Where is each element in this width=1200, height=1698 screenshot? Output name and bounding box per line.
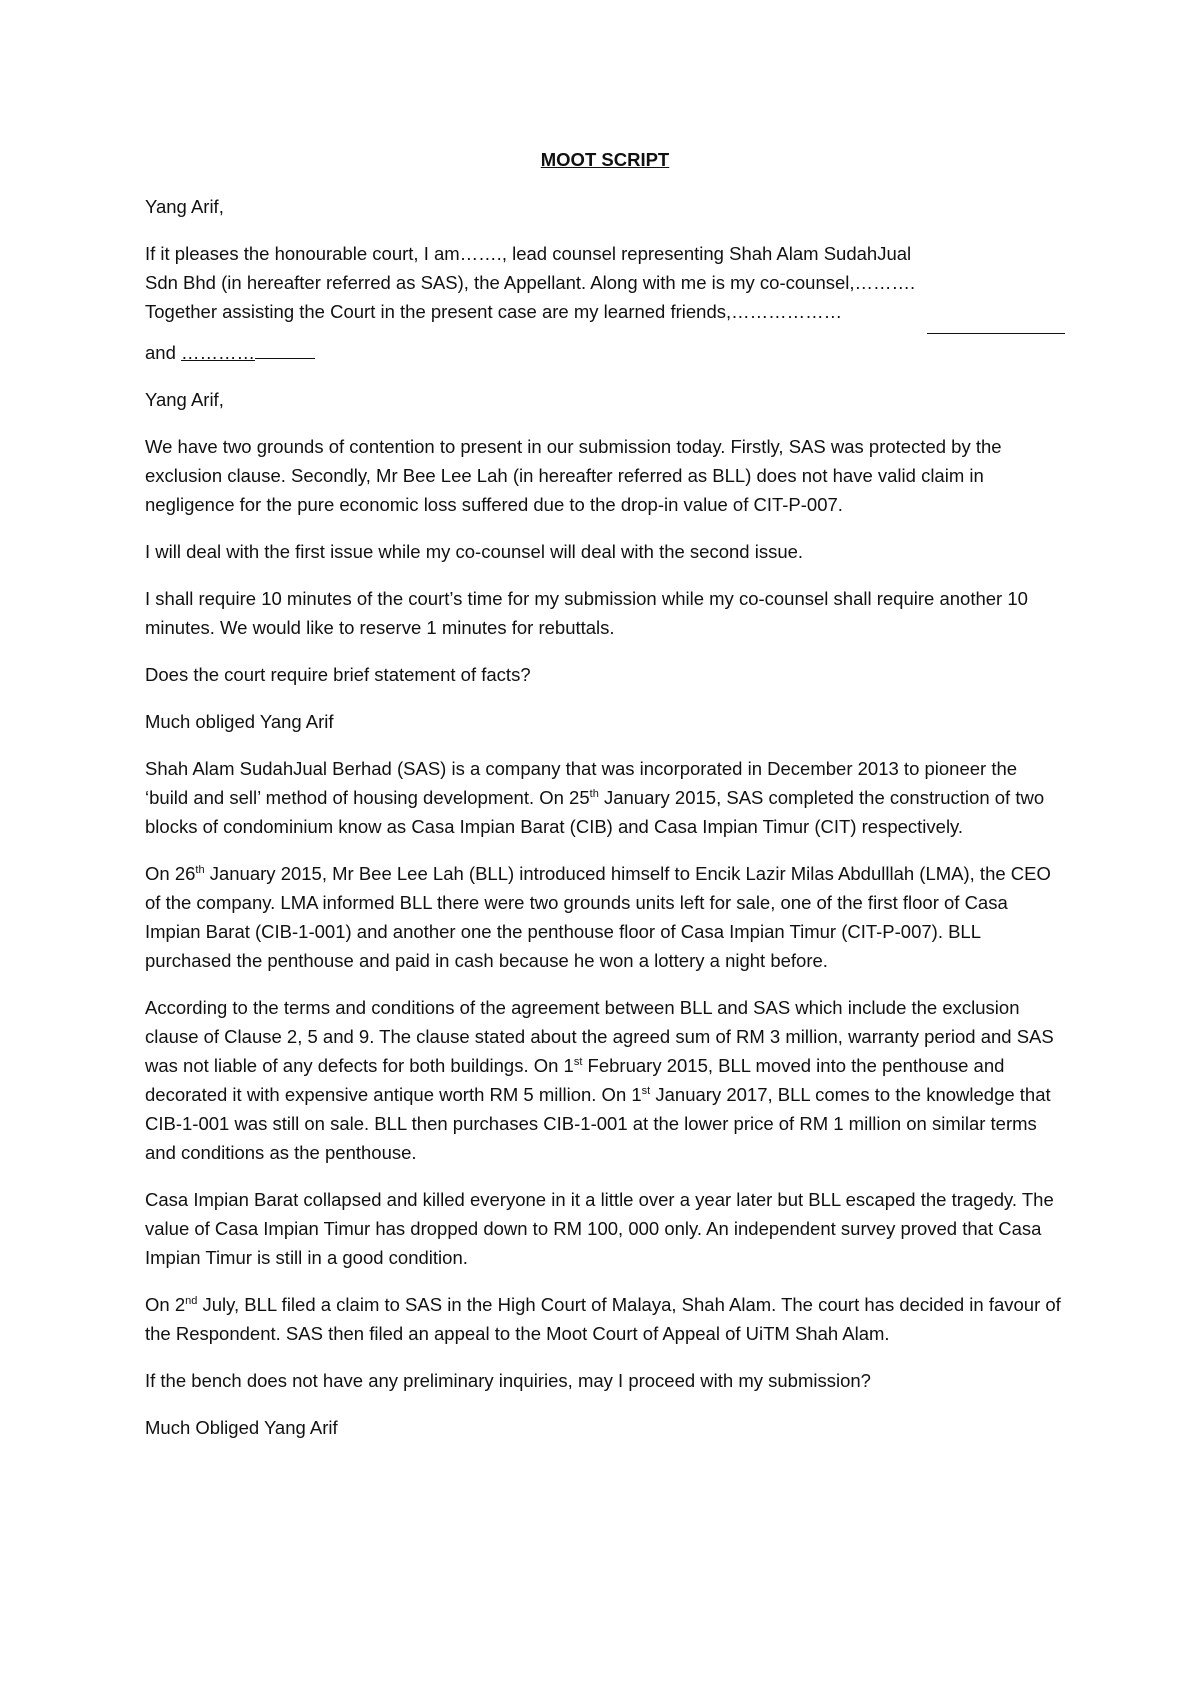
and-line (145, 338, 1065, 367)
facts-paragraph-3 (145, 993, 1065, 1167)
document-body (145, 145, 1065, 1460)
blank-line (927, 317, 985, 334)
text-run: On 26 (145, 863, 196, 884)
text-run: On 2 (145, 1294, 186, 1315)
grounds-paragraph: We have two grounds of contention to present in our submission today. Firstly, SAS was protected by the exclusion clause. Secondly, Mr Bee Lee Lah (in hereafter referred as BLL) does not have valid claim in negligence for the pure economic loss suffered due to the drop-in value of CIT-P-007. (145, 436, 1002, 515)
text-run: February 2015, BLL moved into the penthouse and decorated it with expensive antique worth RM 5 million. On 1 (145, 1055, 1005, 1105)
proceed-paragraph: If the bench does not have any preliminary inquiries, may I proceed with my submission? (145, 1370, 871, 1391)
time-paragraph: I shall require 10 minutes of the court’s time for my submission while my co-counsel shall require another 10 minutes. We would like to reserve 1 minutes for rebuttals. (145, 588, 1028, 638)
issues-paragraph: I will deal with the first issue while my co-counsel will deal with the second issue. (145, 541, 804, 562)
facts-paragraph-4: Casa Impian Barat collapsed and killed everyone in it a little over a year later but BLL escaped the tragedy. The value of Casa Impian Timur has dropped down to RM 100, 000 only. An independent survey proved that Casa Impian Timur is still in a good condition. (145, 1189, 1054, 1268)
superscript: th (195, 863, 205, 876)
text-run: July, BLL filed a claim to SAS in the High Court of Malaya, Shah Alam. The court has decided in favour of the Respondent. SAS then filed an appeal to the Moot Court of Appeal of UiTM Shah Alam. (145, 1294, 1061, 1344)
greeting-paragraph: Yang Arif, (145, 196, 224, 217)
document-title: MOOT SCRIPT (540, 149, 670, 170)
superscript: th (589, 787, 599, 800)
facts-paragraph-1 (145, 754, 1065, 841)
and-dots: ………… (181, 342, 256, 363)
obliged-paragraph: Much Obliged Yang Arif (145, 1417, 338, 1438)
text-run: According to the terms and conditions of the agreement between BLL and SAS which include the exclusion clause of Clause 2, 5 and 9. The clause stated about the agreed sum of RM 3 million, warranty period and SAS was not liable of any defects for both buildings. On 1 (145, 997, 1054, 1076)
facts-paragraph-2 (145, 859, 1065, 975)
superscript: st (573, 1055, 583, 1068)
and-word: and (145, 342, 176, 363)
superscript: st (641, 1084, 651, 1097)
text-run: January 2015, Mr Bee Lee Lah (BLL) introduced himself to Encik Lazir Milas Abdulllah (LMA), the CEO of the company. LMA informed BLL there were two grounds units left for sale, one of the first floor of Casa Impian Barat (CIB-1-001) and another one the penthouse floor of Casa Impian Timur (CIT-P-007). BLL purchased the penthouse and paid in cash because he won a lottery a night before. (145, 863, 1051, 971)
text-run: January 2015, SAS completed the construction of two blocks of condominium know as Casa Impian Barat (CIB) and Casa Impian Timur (CIT) respectively. (145, 787, 1045, 837)
intro-block (145, 239, 1065, 326)
text-run: January 2017, BLL comes to the knowledge that CIB-1-001 was still on sale. BLL then purchases CIB-1-001 at the lower price of RM 1 million on similar terms and conditions as the penthouse. (145, 1084, 1051, 1163)
superscript: nd (185, 1294, 198, 1307)
blank-line (985, 317, 1065, 334)
obliged-paragraph: Much obliged Yang Arif (145, 711, 334, 732)
blank-line (255, 342, 315, 359)
signature-blank-lines (927, 313, 1065, 342)
intro-paragraph: If it pleases the honourable court, I am……., lead counsel representing Shah Alam SudahJual Sdn Bhd (in hereafter referred as SAS), the Appellant. Along with me is my co-counsel,………. Together assisting the Court in the present case are my learned friends,……………… (145, 243, 916, 322)
facts-paragraph-5 (145, 1290, 1065, 1348)
text-run: Shah Alam SudahJual Berhad (SAS) is a company that was incorporated in December 2013 to pioneer the ‘build and sell’ method of housing development. On 25 (145, 758, 1018, 808)
greeting-paragraph: Yang Arif, (145, 389, 224, 410)
facts-question-paragraph: Does the court require brief statement of facts? (145, 664, 531, 685)
